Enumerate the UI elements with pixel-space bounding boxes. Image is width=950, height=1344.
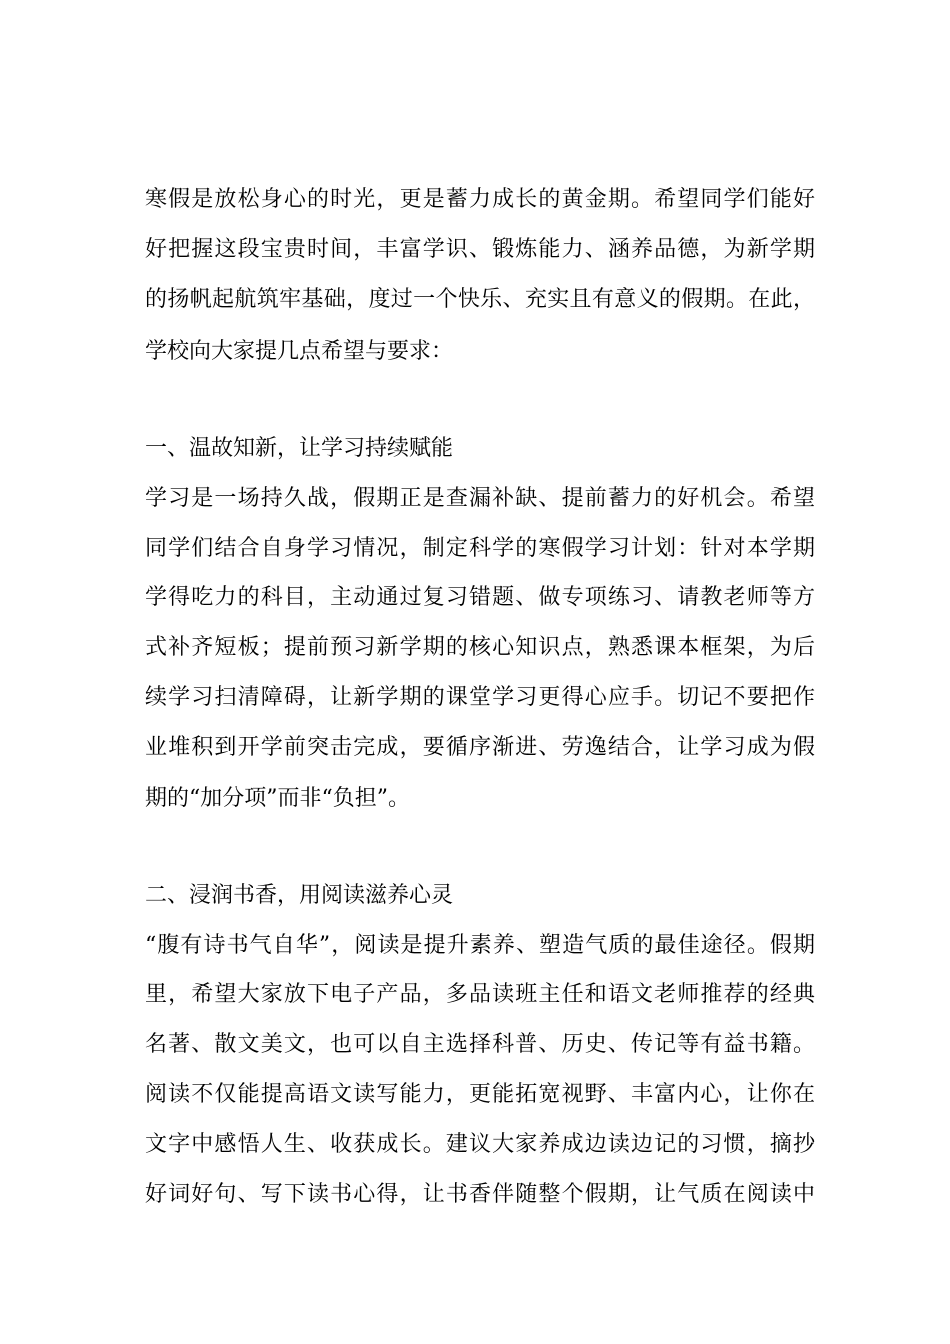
section-1-line-2: 同学们结合自身学习情况，制定科学的寒假学习计划：针对本学期 bbox=[145, 536, 815, 561]
section-2-line-5: 文字中感悟人生、收获成长。建议大家养成边读边记的习惯，摘抄 bbox=[145, 1132, 815, 1157]
intro-line-3: 的扬帆起航筑牢基础，度过一个快乐、充实且有意义的假期。在此， bbox=[145, 287, 815, 312]
intro-line-4: 学校向大家提几点希望与要求： bbox=[145, 339, 454, 364]
section-2-line-2: 里，希望大家放下电子产品，多品读班主任和语文老师推荐的经典 bbox=[145, 982, 815, 1007]
section-1-line-1: 学习是一场持久战，假期正是查漏补缺、提前蓄力的好机会。希望 bbox=[145, 486, 815, 511]
section-2-heading: 二、浸润书香，用阅读滋养心灵 bbox=[145, 883, 454, 908]
section-1-line-3: 学得吃力的科目，主动通过复习错题、做专项练习、请教老师等方 bbox=[145, 585, 815, 610]
section-1-line-7: 期的“加分项”而非“负担”。 bbox=[145, 786, 410, 811]
section-1-line-5: 续学习扫清障碍，让新学期的课堂学习更得心应手。切记不要把作 bbox=[145, 685, 815, 710]
section-1-line-6: 业堆积到开学前突击完成，要循序渐进、劳逸结合，让学习成为假 bbox=[145, 735, 815, 760]
section-2-line-3: 名著、散文美文，也可以自主选择科普、历史、传记等有益书籍。 bbox=[145, 1032, 815, 1057]
section-1-heading: 一、温故知新，让学习持续赋能 bbox=[145, 436, 454, 461]
section-2-line-1: “腹有诗书气自华”，阅读是提升素养、塑造气质的最佳途径。假期 bbox=[145, 933, 815, 958]
section-1-line-4: 式补齐短板；提前预习新学期的核心知识点，熟悉课本框架，为后 bbox=[145, 635, 815, 660]
section-2-line-4: 阅读不仅能提高语文读写能力，更能拓宽视野、丰富内心，让你在 bbox=[145, 1082, 815, 1107]
intro-line-2: 好把握这段宝贵时间，丰富学识、锻炼能力、涵养品德，为新学期 bbox=[145, 237, 815, 262]
intro-line-1: 寒假是放松身心的时光，更是蓄力成长的黄金期。希望同学们能好 bbox=[145, 187, 815, 212]
section-2-line-6: 好词好句、写下读书心得，让书香伴随整个假期，让气质在阅读中 bbox=[145, 1182, 815, 1207]
